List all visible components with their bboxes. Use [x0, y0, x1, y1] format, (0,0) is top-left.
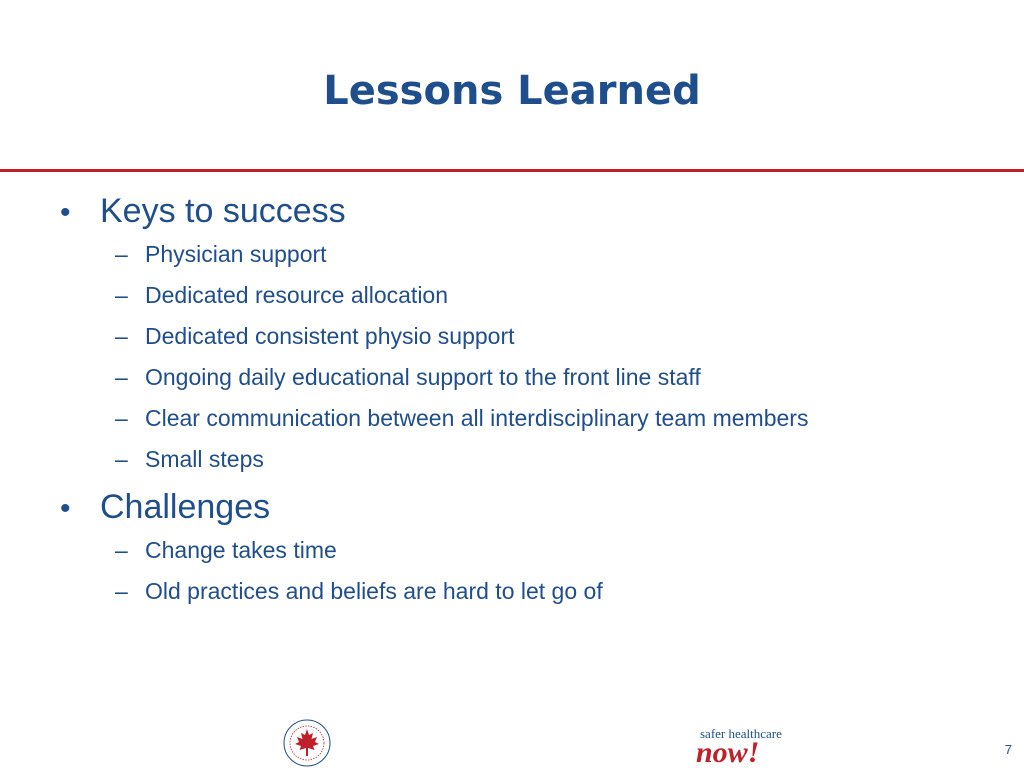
slide-title: Lessons Learned	[323, 68, 701, 114]
sub-bullet	[115, 571, 1000, 612]
dash-mark: –	[115, 364, 128, 390]
sub-bullet	[115, 234, 1000, 275]
dash-mark: –	[115, 537, 128, 563]
sub-bullet	[115, 398, 1000, 439]
safer-healthcare-now-logo	[696, 724, 786, 768]
sub-bullet	[115, 357, 1000, 398]
sub-bullet-text: Ongoing daily educational support to the front line staff	[145, 364, 701, 390]
sub-bullet-text: Change takes time	[145, 537, 337, 563]
dash-mark: –	[115, 405, 128, 431]
bullet-text: Challenges	[100, 488, 271, 526]
dash-mark: –	[115, 282, 128, 308]
dash-mark: –	[115, 241, 128, 267]
sub-bullet	[115, 275, 1000, 316]
slide-content	[60, 188, 1000, 612]
sub-bullet	[115, 316, 1000, 357]
bullet-mark: •	[60, 492, 71, 525]
page-number: 7	[1004, 742, 1012, 757]
maple-leaf-seal-logo	[282, 718, 332, 768]
bullet-keys-to-success	[60, 188, 1000, 234]
sub-bullet-text: Small steps	[145, 446, 264, 472]
sub-bullet-text: Dedicated consistent physio support	[145, 323, 515, 349]
sub-bullet-text: Dedicated resource allocation	[145, 282, 449, 308]
dash-mark: –	[115, 323, 128, 349]
dash-mark: –	[115, 578, 128, 604]
title-divider	[0, 169, 1024, 172]
bullet-challenges	[60, 484, 1000, 530]
sub-bullet-text: Clear communication between all interdisciplinary team members	[145, 405, 809, 431]
sub-bullet-text: Physician support	[145, 241, 327, 267]
logo-wordmark: now!	[696, 736, 760, 769]
sub-bullet	[115, 439, 1000, 480]
bullet-mark: •	[60, 196, 71, 229]
bullet-text: Keys to success	[100, 192, 346, 230]
logo-tagline: safer healthcare	[700, 726, 782, 741]
sub-bullet-text: Old practices and beliefs are hard to let go of	[145, 578, 603, 604]
dash-mark: –	[115, 446, 128, 472]
sub-bullet	[115, 530, 1000, 571]
